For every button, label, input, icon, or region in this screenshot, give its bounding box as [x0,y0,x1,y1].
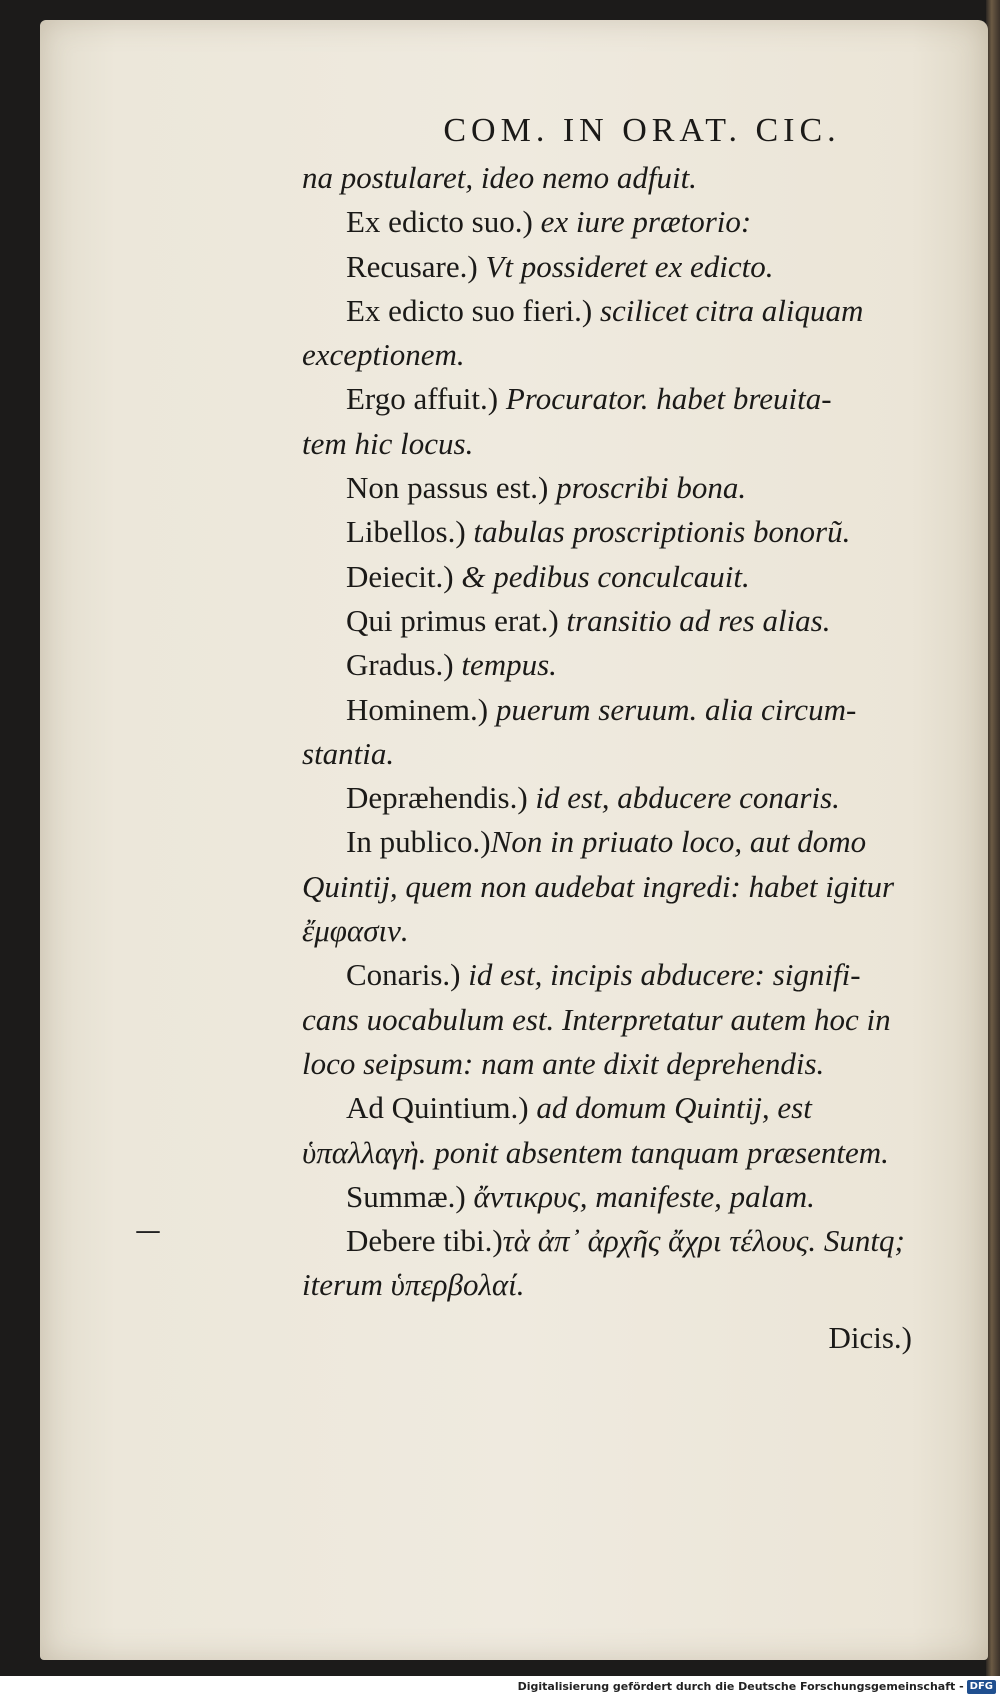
text-line [302,865,952,909]
text-line [302,643,952,687]
lemma: Conaris.) [346,957,461,993]
gloss: ex iure prætorio: [532,204,752,240]
gloss: Vt possideret ex edicto. [477,248,774,284]
text-line [302,1263,952,1307]
gloss: ὑπαλλαγὴ. ponit absentem tanquam præsentem. [302,1134,889,1170]
text-block [302,112,952,1360]
lemma: Non passus est.) [346,470,549,506]
text-line [302,1086,952,1130]
text-line [302,1175,952,1219]
text-line [302,377,952,421]
running-head: COM. IN ORAT. CIC. [443,112,841,149]
text-line [302,510,952,554]
lemma: Depræhendis.) [346,780,528,816]
text-line [302,245,952,289]
text-line [302,422,952,466]
text-line [302,732,952,776]
lemma: Gradus.) [346,647,454,683]
gloss: na postularet, ideo nemo adfuit. [302,160,697,195]
text-line [302,953,952,997]
gloss: tempus. [453,647,557,683]
text-line [302,466,952,510]
lemma: Hominem.) [346,691,489,727]
gloss: exceptionem. [302,337,465,373]
gloss: Non in priuato loco, aut domo [490,824,867,860]
gloss: id est, incipis abducere: signifi- [460,957,861,993]
gloss: Quintij, quem non audebat ingredi: habet igitur [302,868,895,904]
text-line [302,156,952,200]
gloss: ἔμφασιν. [302,913,409,949]
lemma: Qui primus erat.) [346,602,559,638]
footer-bar [0,1676,1000,1697]
gloss: tem hic locus. [302,425,474,461]
gloss: & pedibus conculcauit. [453,558,750,594]
text-line [302,599,952,643]
text-line [302,1219,952,1263]
gloss: scilicet citra aliquam [592,292,864,328]
text-line [302,1042,952,1086]
text-line [302,289,952,333]
margin-mark: — [135,1216,161,1246]
gloss: ad domum Quintij, est [528,1090,812,1126]
lemma: Libellos.) [346,514,466,550]
lemma: Debere tibi.) [346,1223,503,1259]
text-line [302,998,952,1042]
text-line [302,200,952,244]
gloss: stantia. [302,735,395,771]
lemma: Ex edicto suo.) [346,204,533,240]
lemma: Deiecit.) [346,558,454,594]
gloss: loco seipsum: nam ante dixit deprehendis. [302,1045,825,1081]
lemma: Summæ.) [346,1178,466,1214]
gloss: tabulas proscriptionis bonorũ. [465,514,851,550]
gloss: id est, abducere conaris. [527,780,840,816]
book-spine-edge [986,0,1000,1697]
text-line [302,688,952,732]
text-line [302,555,952,599]
gloss: ἄντικρυς, manifeste, palam. [465,1178,815,1214]
gloss: iterum ὑπερβολαί. [302,1267,525,1303]
lemma: Ex edicto suo fieri.) [346,292,593,328]
book-page [40,20,988,1660]
lemma: Recusare.) [346,248,478,284]
text-line [302,909,952,953]
gloss: Procurator. habet breuita- [498,381,832,417]
gloss: τὰ ἀπ᾽ ἀρχῆς ἄχρι τέλους. Suntq; [502,1223,905,1259]
catchword: Dicis.) [828,1319,912,1355]
lemma: Ad Quintium.) [346,1090,529,1126]
gloss: puerum seruum. alia circum- [488,691,857,727]
gloss: transitio ad res alias. [558,602,831,638]
gloss: proscribi bona. [548,470,747,506]
text-line [302,820,952,864]
text-line [302,1131,952,1175]
lemma: Ergo affuit.) [346,381,499,417]
text-line [302,776,952,820]
footer-text: Digitalisierung gefördert durch die Deutsche Forschungsgemeinschaft - [517,1680,964,1693]
text-lines [302,156,952,1308]
gloss: cans uocabulum est. Interpretatur autem hoc in [302,1001,891,1037]
text-line [302,333,952,377]
lemma: In publico.) [346,824,491,860]
dfg-logo: DFG [967,1680,996,1694]
